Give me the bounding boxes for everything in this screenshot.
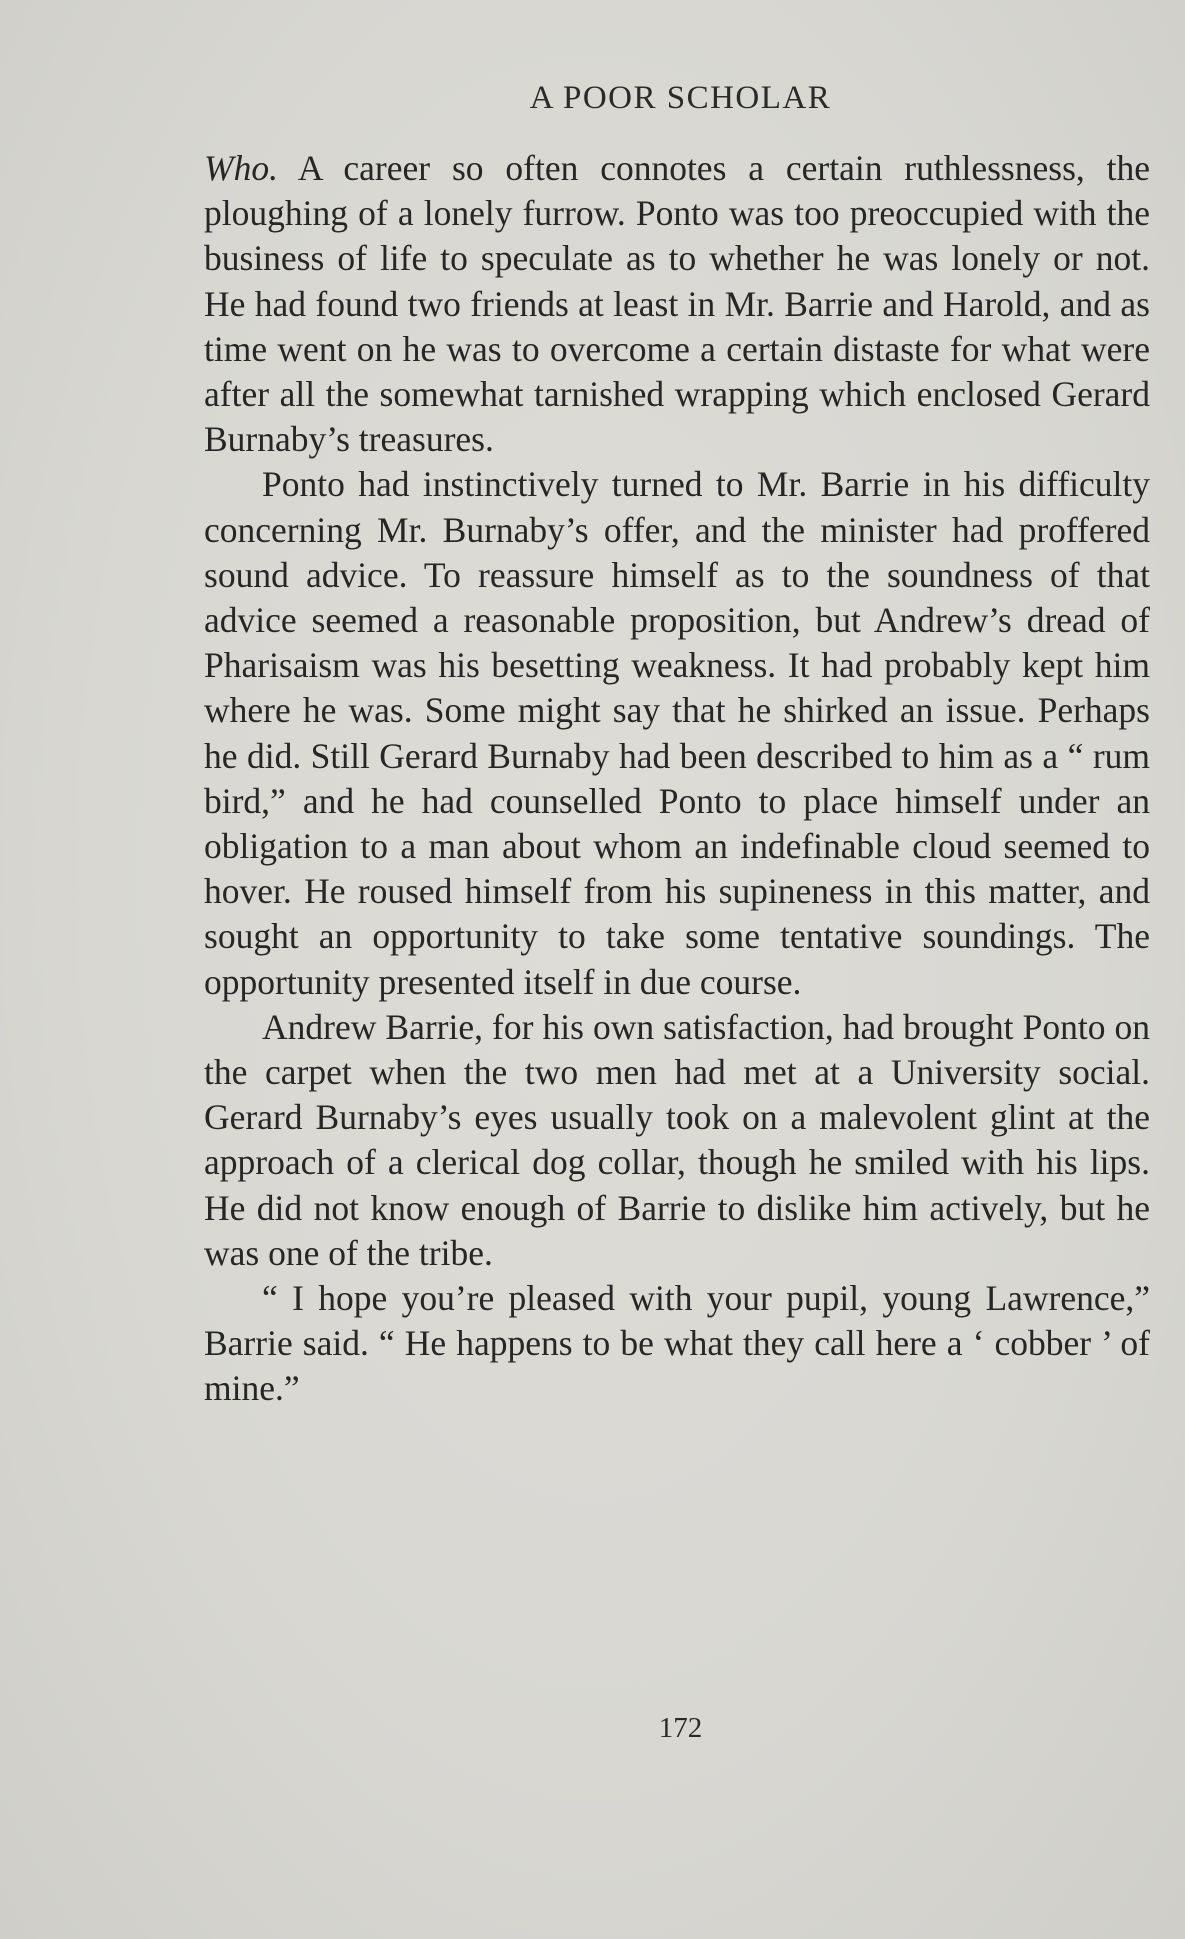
paragraph <box>204 146 1150 462</box>
paragraph <box>204 1005 1150 1276</box>
italic-lead-word: Who. <box>204 148 278 188</box>
body-text <box>204 146 1150 1412</box>
paragraph-text: A career so often connotes a certain ruthlessness, the ploughing of a lonely furrow. Ponto was too preoccupied with the business of life to speculate as to whether he was lonely or not. He had found two friends at least in Mr. Barrie and Harold, and as time went on he was to overcome a certain distaste for what were after all the somewhat tarnished wrapping which enclosed Gerard Burnaby’s treasures. <box>204 148 1150 460</box>
paragraph <box>204 462 1150 1004</box>
paragraph-text: Ponto had instinctively turned to Mr. Barrie in his difficulty concerning Mr. Burnaby’s offer, and the minister had proffered sound advice. To reassure himself as to the soundness of that advice seemed a reasonable proposition, but Andrew’s dread of Pharisaism was his besetting weakness. It had probably kept him where he was. Some might say that he shirked an issue. Perhaps he did. Still Gerard Burnaby had been described to him as a “ rum bird,” and he had counselled Ponto to place himself under an obligation to a man about whom an indefinable cloud seemed to hover. He roused himself from his supineness in this matter, and sought an opportunity to take some tentative soundings. The opportunity presented itself in due course. <box>204 464 1150 1002</box>
page-number: 172 <box>658 1712 703 1744</box>
paragraph <box>204 1276 1150 1412</box>
running-head: A POOR SCHOLAR <box>529 80 832 116</box>
paragraph-text: Andrew Barrie, for his own satisfaction, had brought Ponto on the carpet when the two men had met at a University social. Gerard Burnaby’s eyes usually took on a malevolent glint at the approach of a clerical dog collar, though he smiled with his lips. He did not know enough of Barrie to dislike him actively, but he was one of the tribe. <box>204 1006 1150 1273</box>
paragraph-text: “ I hope you’re pleased with your pupil, young Lawrence,” Barrie said. “ He happens to be what they call here a ‘ cobber ’ of mine.” <box>204 1278 1150 1409</box>
